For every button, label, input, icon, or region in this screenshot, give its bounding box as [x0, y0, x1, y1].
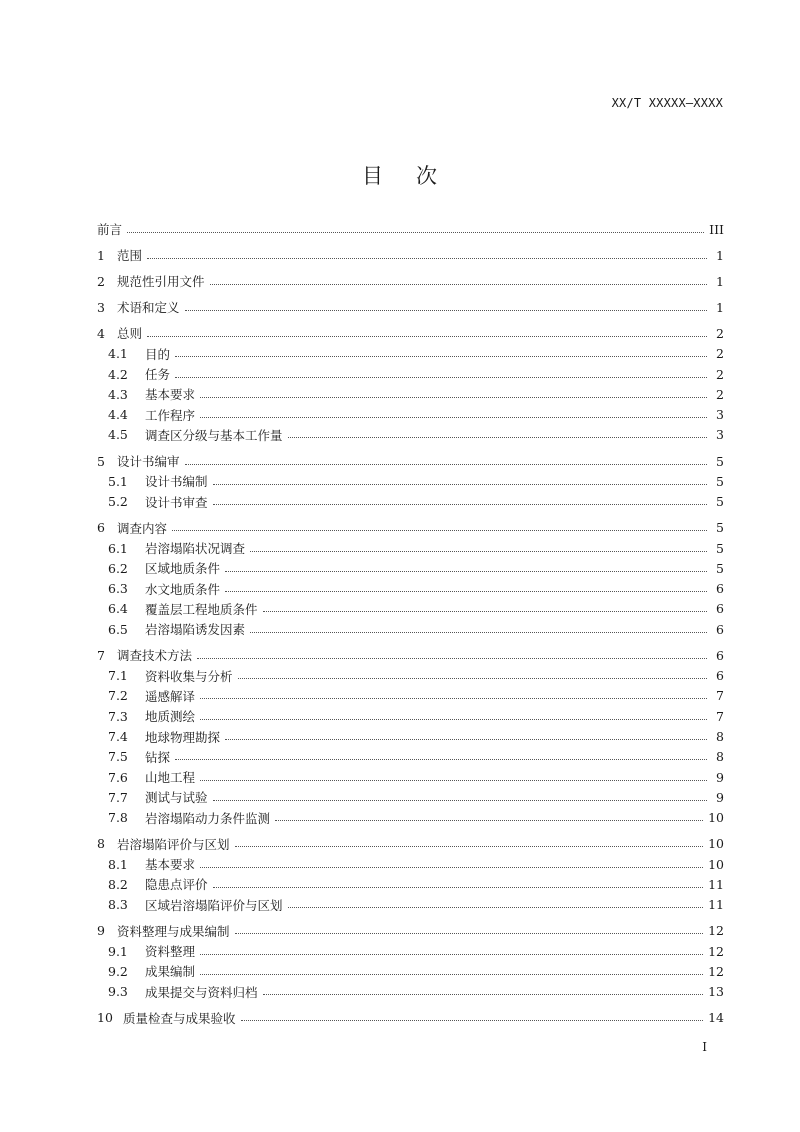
dot-leader — [127, 232, 704, 233]
toc-entry-number: 6.4 — [108, 601, 128, 617]
toc-entry[interactable] — [108, 620, 724, 638]
toc-entry-number: 6 — [97, 520, 105, 536]
toc-entry-label: 调查区分级与基本工作量 — [145, 427, 283, 443]
toc-entry-label: 山地工程 — [145, 770, 196, 786]
toc-entry-number: 7.3 — [108, 708, 128, 724]
toc-entry-number: 6.3 — [108, 581, 128, 597]
toc-entry-number: 10 — [97, 1010, 113, 1026]
toc-entry[interactable] — [108, 768, 724, 786]
toc-entry[interactable] — [97, 922, 724, 940]
toc-entry-page: 9 — [716, 789, 724, 805]
toc-entry[interactable] — [97, 298, 724, 316]
toc-entry-page: 5 — [716, 560, 724, 576]
toc-entry-label: 基本要求 — [145, 857, 196, 873]
toc-title-char-2: 次 — [416, 164, 438, 188]
toc-entry[interactable] — [97, 272, 724, 290]
toc-entry-label: 调查内容 — [117, 520, 168, 536]
toc-entry-page: 1 — [716, 299, 724, 315]
dot-leader — [147, 336, 707, 337]
dot-leader — [235, 846, 704, 847]
toc-entry-number: 6.1 — [108, 540, 128, 556]
toc-entry-number: 7.7 — [108, 789, 128, 805]
toc-entry-page: 11 — [708, 876, 724, 892]
toc-entry-label: 任务 — [145, 367, 171, 382]
toc-entry-page: 6 — [716, 647, 724, 663]
dot-leader — [238, 678, 707, 679]
dot-leader — [210, 284, 707, 285]
toc-entry[interactable] — [108, 667, 724, 685]
toc-entry[interactable] — [108, 809, 724, 827]
toc-entry-label: 资料整理 — [145, 944, 196, 960]
toc-entry-label: 调查技术方法 — [117, 648, 193, 664]
toc-entry-number: 8.1 — [108, 856, 128, 872]
toc-entry-label: 覆盖层工程地质条件 — [145, 601, 258, 617]
toc-entry-number: 8 — [97, 836, 105, 852]
toc-entry-number: 2 — [97, 273, 105, 289]
toc-entry-page: 2 — [716, 346, 724, 362]
toc-entry-label: 遥感解译 — [145, 688, 196, 704]
toc-entry-label: 范围 — [117, 248, 143, 264]
dot-leader — [225, 591, 707, 592]
toc-entry-page: 6 — [716, 581, 724, 597]
toc-entry-label: 设计书编制 — [145, 474, 208, 490]
toc-entry-page: 6 — [716, 621, 724, 637]
toc-entry-number: 5.1 — [108, 473, 128, 489]
toc-entry-page: 5 — [716, 453, 724, 469]
toc-entry-number: 7.8 — [108, 810, 128, 826]
toc-entry-label: 前言 — [97, 222, 123, 237]
toc-entry-page: 8 — [716, 749, 724, 765]
dot-leader — [250, 632, 707, 633]
toc-entry-number: 5.2 — [108, 494, 128, 510]
toc-entry-label: 地球物理勘探 — [145, 729, 221, 745]
dot-leader — [241, 1020, 704, 1021]
dot-leader — [263, 611, 707, 612]
toc-entry-page: 2 — [716, 386, 724, 402]
toc-entry-number: 7 — [97, 647, 105, 663]
dot-leader — [185, 310, 707, 311]
toc-entry-label: 岩溶塌陷诱发因素 — [145, 622, 246, 638]
dot-leader — [213, 887, 704, 888]
dot-leader — [200, 780, 707, 781]
toc-entry[interactable] — [108, 559, 724, 577]
dot-leader — [200, 417, 707, 418]
toc-entry[interactable] — [108, 983, 724, 1001]
toc-entry-number: 4.3 — [108, 386, 128, 402]
toc-entry-page: 10 — [708, 856, 724, 872]
toc-entry[interactable] — [97, 519, 724, 537]
dot-leader — [225, 739, 707, 740]
dot-leader — [200, 867, 703, 868]
dot-leader — [200, 954, 703, 955]
toc-entry[interactable] — [108, 707, 724, 725]
toc-entry-label: 隐患点评价 — [145, 877, 208, 893]
toc-entry-label: 成果编制 — [145, 964, 196, 980]
toc-entry[interactable] — [108, 896, 724, 914]
toc-entry-label: 工作程序 — [145, 407, 196, 423]
toc-entry-label: 规范性引用文件 — [117, 274, 205, 290]
dot-leader — [225, 571, 707, 572]
toc-entry-label: 岩溶塌陷评价与区划 — [117, 836, 230, 852]
toc-entry-page: 2 — [716, 366, 724, 382]
toc-entry[interactable] — [108, 580, 724, 598]
toc-entry-number: 3 — [97, 299, 105, 315]
toc-entry[interactable] — [97, 246, 724, 264]
toc-title-char-1: 目 — [362, 164, 384, 188]
toc-entry-page: 5 — [716, 473, 724, 489]
toc-entry[interactable] — [108, 748, 724, 766]
dot-leader — [172, 530, 707, 531]
dot-leader — [200, 719, 707, 720]
toc-entry-number: 7.2 — [108, 688, 128, 704]
toc-entry-number: 4.4 — [108, 407, 128, 423]
toc-entry-page: 7 — [716, 708, 724, 724]
page-number: I — [702, 1040, 707, 1054]
toc-entry-page: III — [709, 221, 724, 237]
toc-entry-page: 13 — [708, 984, 724, 1000]
toc-entry-number: 5 — [97, 453, 105, 469]
toc-title — [0, 160, 800, 190]
toc-entry-page: 12 — [708, 923, 724, 939]
toc-entry-number: 1 — [97, 247, 105, 263]
toc-entry-page: 5 — [716, 494, 724, 510]
dot-leader — [288, 437, 707, 438]
toc-entry[interactable] — [108, 875, 724, 893]
dot-leader — [175, 377, 707, 378]
dot-leader — [263, 994, 704, 995]
toc-entry[interactable] — [108, 788, 724, 806]
dot-leader — [200, 397, 707, 398]
dot-leader — [200, 698, 707, 699]
dot-leader — [250, 551, 707, 552]
toc-entry-label: 资料整理与成果编制 — [117, 923, 230, 939]
toc-entry-page: 7 — [716, 688, 724, 704]
dot-leader — [213, 484, 707, 485]
dot-leader — [175, 759, 707, 760]
toc-entry-number: 8.2 — [108, 876, 128, 892]
toc-entry[interactable] — [108, 385, 724, 403]
toc-entry-page: 9 — [716, 769, 724, 785]
toc-entry-label: 水文地质条件 — [145, 581, 221, 597]
toc-entry[interactable] — [108, 600, 724, 618]
toc-entry-label: 区域地质条件 — [145, 561, 221, 577]
standard-code: XX/T XXXXX—XXXX — [611, 96, 723, 110]
toc-entry[interactable] — [108, 855, 724, 873]
toc-entry-number: 9 — [97, 923, 105, 939]
toc-entry-number: 4.2 — [108, 366, 128, 382]
toc-entry-number: 7.1 — [108, 668, 128, 684]
toc-entry[interactable] — [108, 728, 724, 746]
toc-entry-label: 资料收集与分析 — [145, 668, 233, 684]
dot-leader — [200, 974, 703, 975]
dot-leader — [175, 356, 707, 357]
toc-entry[interactable] — [97, 220, 724, 238]
toc-entry-page: 11 — [708, 897, 724, 913]
toc-entry-page: 12 — [708, 963, 724, 979]
toc-entry[interactable] — [97, 452, 724, 470]
toc-entry-page: 1 — [716, 247, 724, 263]
toc-entry[interactable] — [108, 942, 724, 960]
toc-entry-label: 测试与试验 — [145, 790, 208, 806]
toc-entry-page: 1 — [716, 273, 724, 289]
toc-entry-number: 7.4 — [108, 729, 128, 744]
toc-entry[interactable] — [108, 687, 724, 705]
dot-leader — [147, 258, 707, 259]
toc-entry-number: 4.5 — [108, 427, 128, 443]
dot-leader — [213, 800, 707, 801]
toc-entry-page: 6 — [716, 601, 724, 617]
toc-entry[interactable] — [108, 406, 724, 424]
toc-entry-number: 4.1 — [108, 346, 128, 362]
toc-entry-number: 9.2 — [108, 963, 128, 979]
dot-leader — [235, 933, 704, 934]
toc-entry-label: 术语和定义 — [117, 300, 180, 316]
toc-entry-label: 钻探 — [145, 749, 171, 765]
toc-entry[interactable] — [108, 345, 724, 363]
toc-entry-page: 6 — [716, 668, 724, 684]
toc-entry-number: 9.3 — [108, 984, 128, 1000]
toc-entry-page: 12 — [708, 943, 724, 959]
toc-entry[interactable] — [97, 1009, 724, 1027]
toc-entry[interactable] — [108, 472, 724, 490]
toc-entry-number: 4 — [97, 325, 105, 341]
toc-entry[interactable] — [97, 324, 724, 342]
toc-entry-number: 6.5 — [108, 621, 128, 637]
toc-entry[interactable] — [108, 426, 724, 444]
dot-leader — [213, 504, 707, 505]
toc-entry-page: 5 — [716, 520, 724, 536]
toc-entry-page: 2 — [716, 325, 724, 341]
toc-entry-page: 14 — [708, 1010, 724, 1026]
toc-entry[interactable] — [108, 365, 724, 383]
toc-entry[interactable] — [97, 835, 724, 853]
toc-entry-label: 岩溶塌陷状况调查 — [145, 541, 246, 556]
toc-entry-label: 设计书编审 — [117, 454, 180, 469]
toc-entry[interactable] — [108, 539, 724, 557]
toc-entry-number: 6.2 — [108, 560, 128, 576]
toc-entry-page: 10 — [708, 810, 724, 826]
toc-entry-page: 8 — [716, 729, 724, 744]
toc-entry-label: 成果提交与资料归档 — [145, 984, 258, 1000]
dot-leader — [288, 907, 704, 908]
toc-entry[interactable] — [108, 962, 724, 980]
dot-leader — [275, 820, 703, 821]
toc-entry[interactable] — [97, 646, 724, 664]
toc-entry-number: 7.6 — [108, 769, 128, 785]
toc-entry-label: 地质测绘 — [145, 709, 196, 725]
toc-entry-label: 岩溶塌陷动力条件监测 — [145, 810, 271, 826]
toc-entry-page: 10 — [708, 836, 724, 852]
toc-entry-label: 设计书审查 — [145, 494, 208, 510]
toc-entry-label: 目的 — [145, 346, 171, 362]
toc-entry-label: 区域岩溶塌陷评价与区划 — [145, 897, 283, 913]
toc-entry[interactable] — [108, 493, 724, 511]
dot-leader — [185, 464, 707, 465]
toc-entry-label: 质量检查与成果验收 — [123, 1010, 236, 1026]
toc-entry-number: 7.5 — [108, 749, 128, 765]
toc-entry-page: 3 — [716, 427, 724, 443]
toc-entry-number: 8.3 — [108, 897, 128, 913]
toc-entry-label: 基本要求 — [145, 387, 196, 403]
dot-leader — [197, 658, 707, 659]
toc-entry-page: 3 — [716, 407, 724, 423]
toc-entry-label: 总则 — [117, 326, 143, 342]
toc-entry-page: 5 — [716, 540, 724, 556]
toc-entry-number: 9.1 — [108, 943, 128, 959]
